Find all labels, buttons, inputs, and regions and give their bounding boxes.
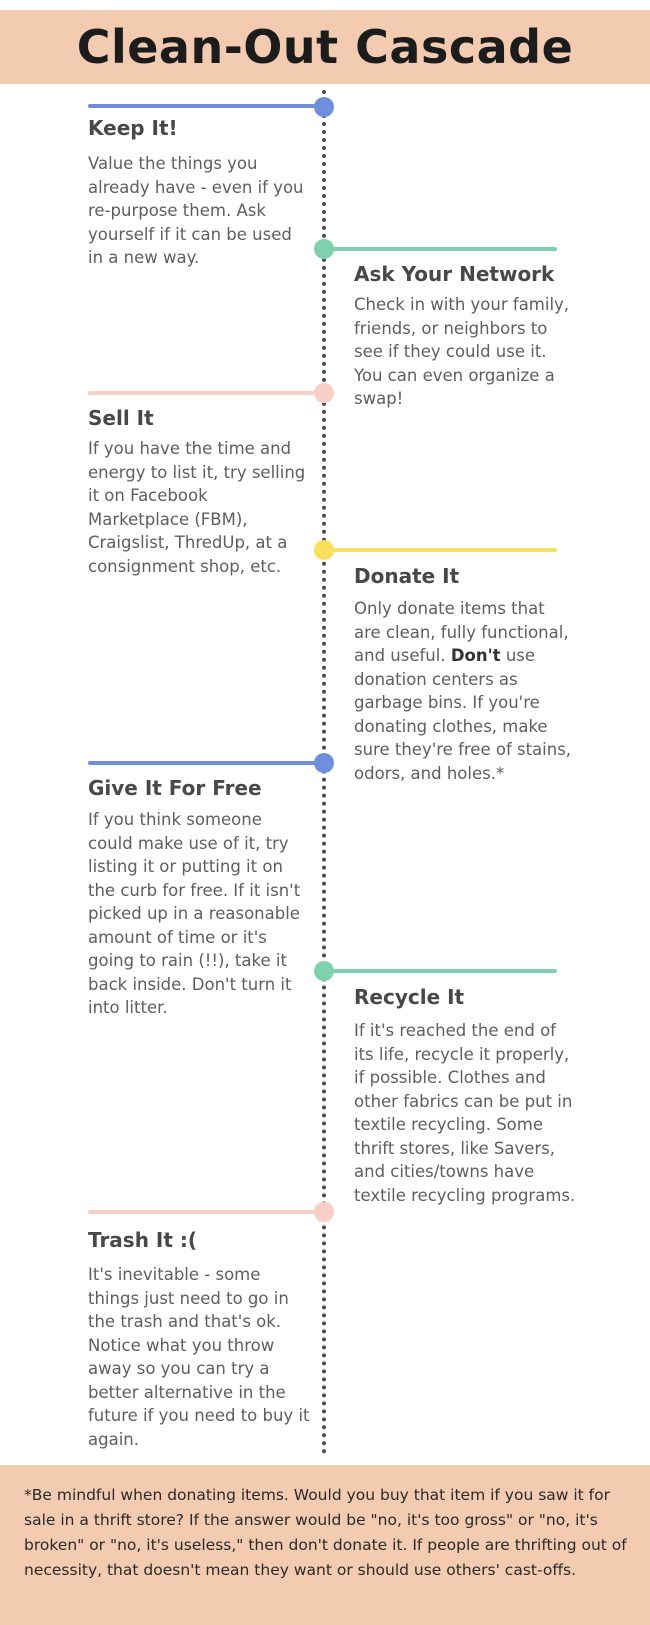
donate-body-emphasis: Don't <box>450 646 501 665</box>
donate-body-rest: use donation centers as garbage bins. If you're donating clothes, make sure they're free of stains, odors, and holes.* <box>354 646 572 783</box>
connector-trash <box>88 1210 324 1214</box>
donate-body-intro: Only donate items that are clean, fully functional, and useful. <box>354 599 569 665</box>
step-title-trash: Trash It :( <box>88 1228 198 1252</box>
footer-note: *Be mindful when donating items. Would you buy that item if you saw it for sale in a thrift store? If the answer would be "no, it's too gross" or "no, it's broken" or "no, it's useless," then don't donate it. If people are thrifting out of necessity, that doesn't mean they want or should use others' cast-offs. <box>24 1486 627 1579</box>
timeline-dot-recycle <box>314 961 334 981</box>
step-body-keep: Value the things you already have - even if you re-purpose them. Ask yourself if it can be used in a new way. <box>88 154 304 267</box>
timeline-dot-sell <box>314 383 334 403</box>
connector-keep <box>88 104 324 108</box>
step-body-trash: It's inevitable - some things just need to go in the trash and that's ok. Notice what you throw away so you can try a better alternative in the future if you need to buy it again. <box>88 1265 310 1449</box>
step-title-recycle: Recycle It <box>354 985 465 1009</box>
connector-recycle <box>324 969 557 973</box>
timeline-dot-donate <box>314 540 334 560</box>
step-body-recycle: If it's reached the end of its life, recycle it properly, if possible. Clothes and other fabrics can be put in textile recycling. Some thrift stores, like Savers, and cities/towns have textile recycling programs. <box>354 1021 576 1205</box>
step-title-free: Give It For Free <box>88 776 262 800</box>
step-body-free: If you think someone could make use of it, try listing it or putting it on the curb for free. If it isn't picked up in a reasonable amount of time or it's going to rain (!!), take it back inside. Don't turn it into litter. <box>88 810 301 1017</box>
timeline-dot-network <box>314 239 334 259</box>
connector-free <box>88 761 324 765</box>
connector-network <box>324 247 557 251</box>
step-body-network: Check in with your family, friends, or neighbors to see if they could use it. You can even organize a swap! <box>354 295 570 408</box>
connector-donate <box>324 548 557 552</box>
timeline-dot-free <box>314 753 334 773</box>
step-title-network: Ask Your Network <box>354 262 555 286</box>
step-body-sell: If you have the time and energy to list it, try selling it on Facebook Marketplace (FBM), Craigslist, ThredUp, at a consignment shop, etc. <box>88 439 306 576</box>
timeline-dot-keep <box>314 97 334 117</box>
step-body-donate <box>354 597 576 785</box>
page-title: Clean-Out Cascade <box>76 20 574 74</box>
step-title-keep: Keep It! <box>88 116 178 140</box>
connector-sell <box>88 391 324 395</box>
timeline-dot-trash <box>314 1202 334 1222</box>
step-title-sell: Sell It <box>88 406 154 430</box>
step-title-donate: Donate It <box>354 564 460 588</box>
